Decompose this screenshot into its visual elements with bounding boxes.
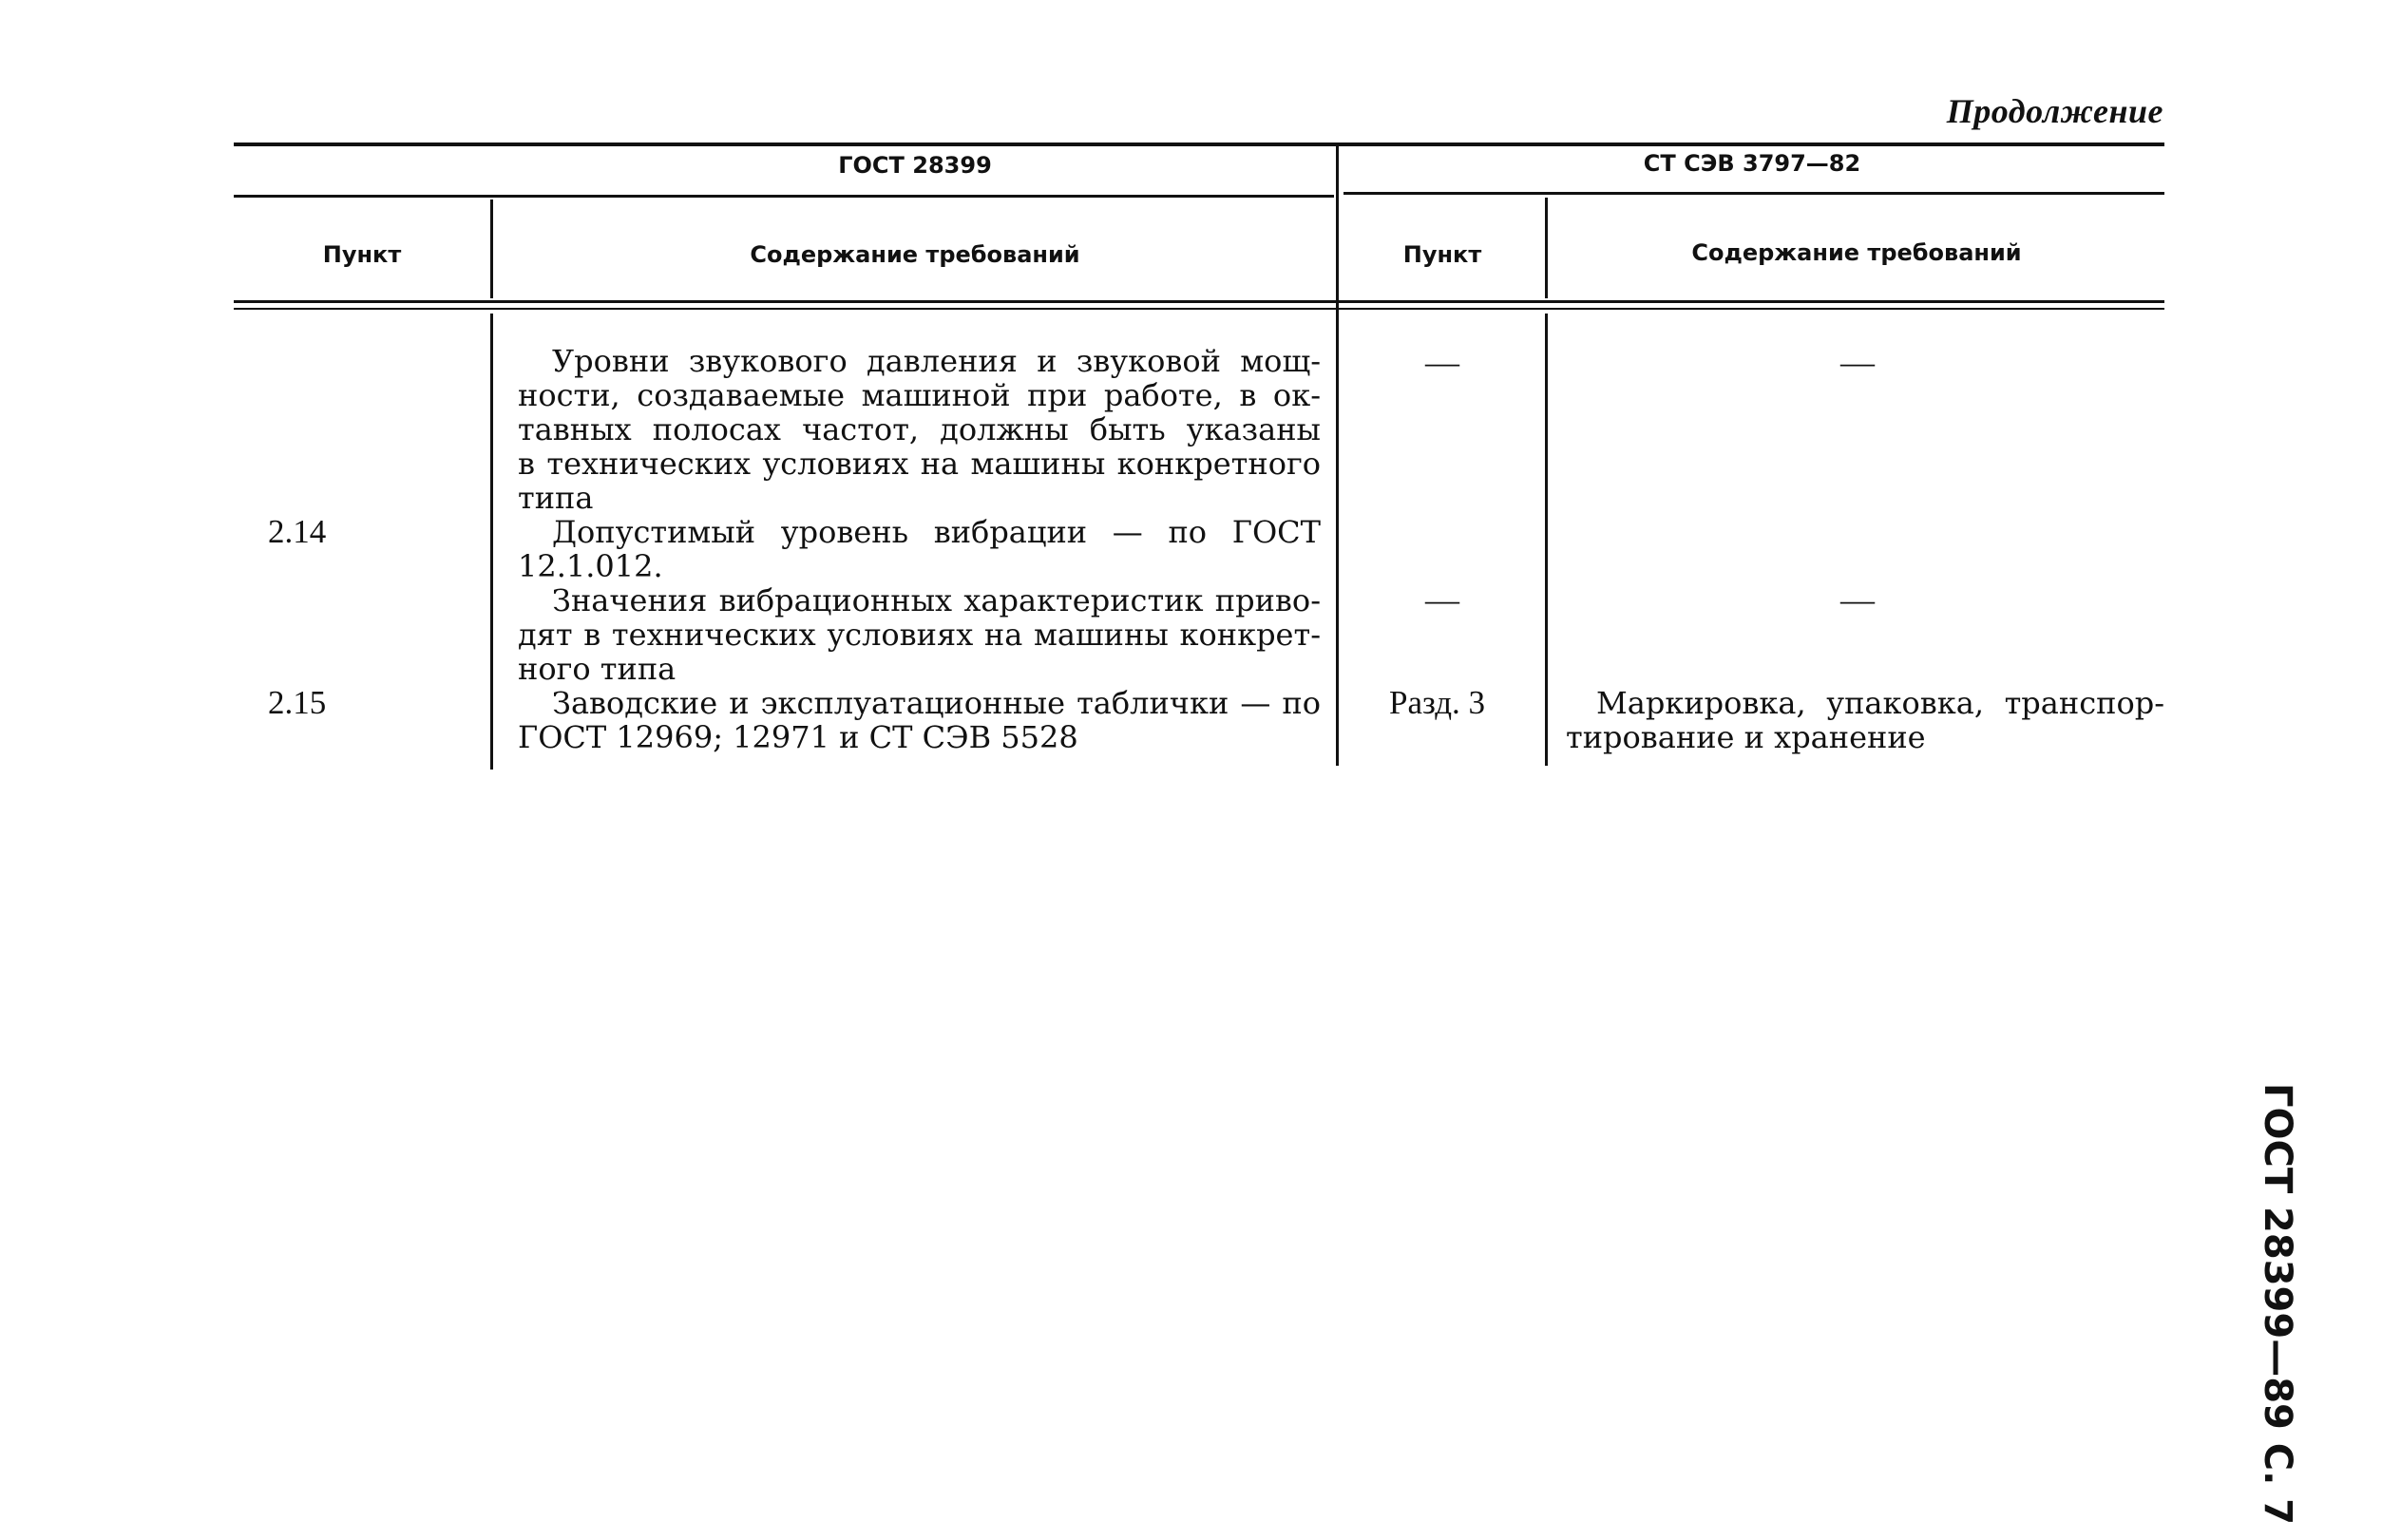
column-header-point-right: Пункт [1402, 241, 1482, 268]
right-content-line: тирование и хранение [1566, 719, 1926, 755]
group-header-rule-left [234, 195, 1334, 198]
point-number: 2.14 [268, 513, 327, 550]
point-number: 2.15 [268, 684, 327, 721]
requirement-line: Уровни звукового давления и звуковой мощ- [552, 343, 1321, 379]
group-header-left: ГОСТ 28399 [838, 152, 992, 179]
right-content-text [1566, 686, 2164, 754]
table-top-rule [234, 143, 2164, 146]
header-bottom-rule-2 [234, 308, 2164, 310]
group-header-right: СТ СЭВ 3797—82 [1643, 150, 1861, 177]
requirement-text [518, 686, 1321, 754]
requirement-line: ного типа [518, 651, 676, 687]
group-header-rule-right [1343, 192, 2164, 195]
right-content-dash: — [1840, 343, 1875, 381]
requirement-line: Значения вибрационных характеристик приво- [552, 582, 1321, 618]
column-divider-left-point [490, 200, 493, 298]
requirement-line: типа [518, 480, 594, 516]
right-content-dash: — [1840, 580, 1875, 618]
column-divider-right-point-body [1545, 314, 1548, 766]
requirement-text [518, 344, 1321, 515]
header-bottom-rule-1 [234, 300, 2164, 303]
right-content-line: Маркировка, упаковка, транспор- [1596, 685, 2164, 721]
requirement-line: в технических условиях на машины конкретного [518, 446, 1321, 482]
column-divider-right-point [1545, 198, 1548, 298]
column-header-point: Пункт [322, 241, 402, 268]
requirement-text [518, 515, 1321, 583]
column-header-content: Содержание требований [750, 241, 1080, 268]
continuation-label: Продолжение [1946, 92, 2163, 130]
requirement-line: тавных полосах частот, должны быть указаны [518, 411, 1321, 447]
right-point-dash: — [1425, 580, 1459, 618]
column-divider-left-point-body [490, 314, 493, 770]
right-point-dash: — [1425, 343, 1459, 381]
requirement-line: Допустимый уровень вибрации — по ГОСТ [552, 514, 1321, 550]
requirement-line: дят в технических условиях на машины конкрет- [518, 617, 1321, 653]
requirement-line: ности, создаваемые машиной при работе, в ок- [518, 377, 1321, 413]
column-divider-group [1336, 146, 1339, 766]
requirement-text [518, 583, 1321, 686]
requirement-line: Заводские и эксплуатационные таблички — по [552, 685, 1321, 721]
right-point-value: Разд. 3 [1389, 684, 1486, 721]
column-header-content-right: Содержание требований [1691, 239, 2022, 266]
requirement-line: 12.1.012. [518, 548, 663, 584]
requirement-line: ГОСТ 12969; 12971 и СТ СЭВ 5528 [518, 719, 1078, 755]
page-running-title: ГОСТ 28399—89 С. 7 [2256, 1083, 2299, 1526]
